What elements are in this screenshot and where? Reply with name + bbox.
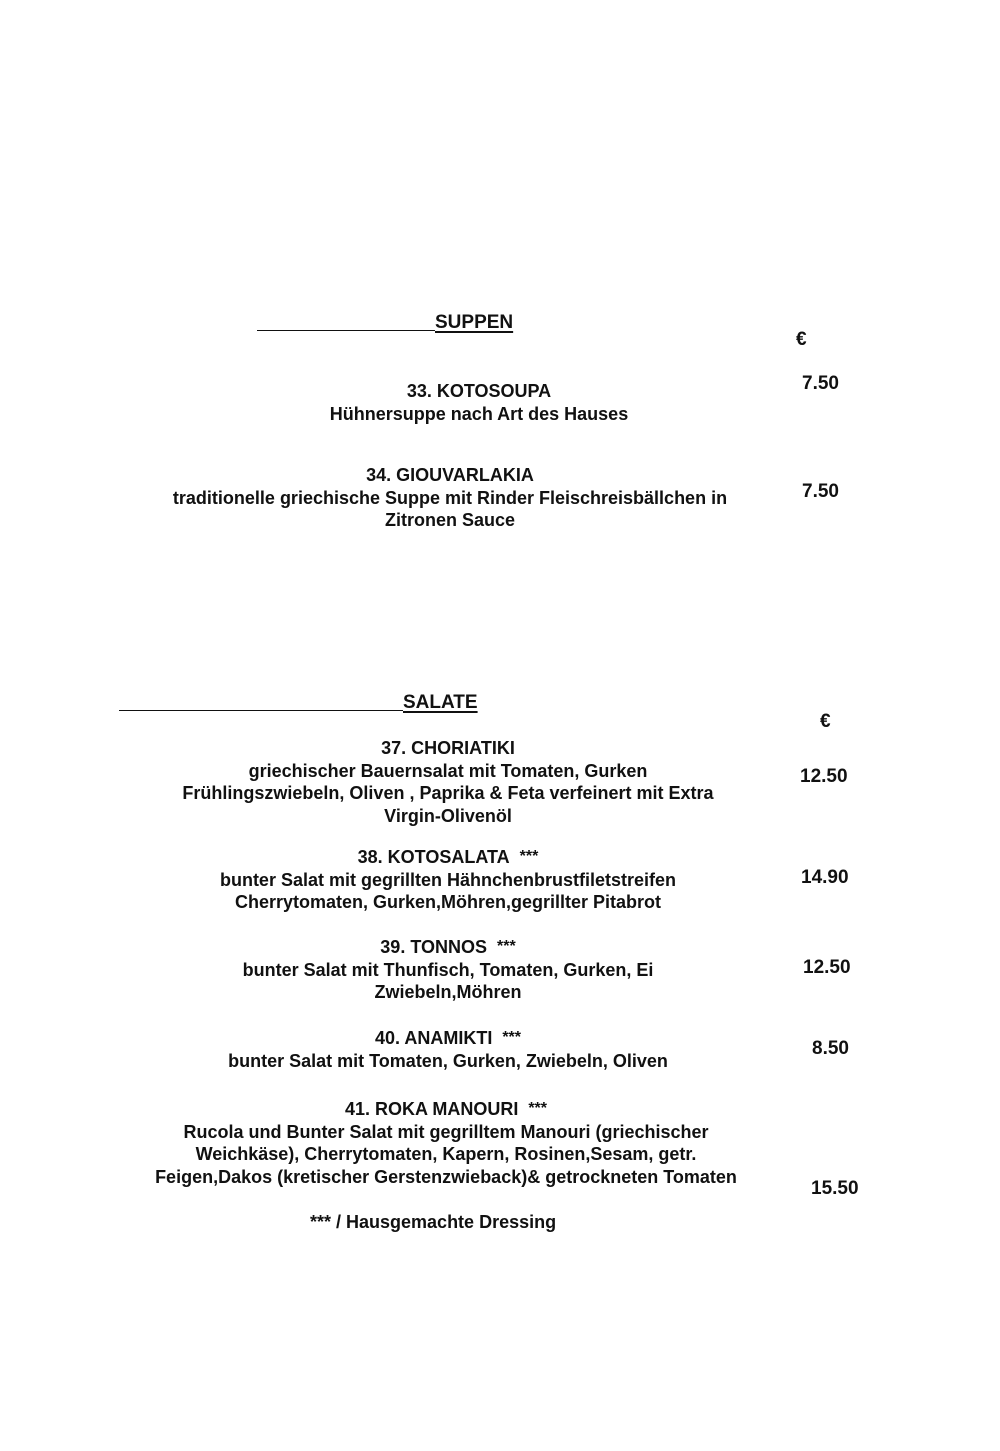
menu-item-description: Hühnersuppe nach Art des Hauses xyxy=(329,403,629,424)
menu-item-description: griechischer Bauernsalat mit Tomaten, Gurken Frühlingszwiebeln, Oliven , Paprika & Feta verfeinert mit Extra Virgin-Olivenöl xyxy=(182,760,714,826)
menu-item-description: bunter Salat mit gegrillten Hähnchenbrustfiletstreifen Cherrytomaten, Gurken,Möhren,gegrillter Pitabrot xyxy=(219,869,677,912)
menu-item-kotosoupa xyxy=(179,380,779,425)
menu-item-kotosalata xyxy=(148,846,748,914)
menu-item-name: 38. KOTOSALATA *** xyxy=(357,847,539,867)
menu-item-anamikti xyxy=(148,1027,748,1072)
menu-item-giouvarlakia xyxy=(150,464,750,532)
menu-item-name: 40. ANAMIKTI *** xyxy=(374,1028,522,1048)
menu-item-name: 33. KOTOSOUPA xyxy=(406,381,552,401)
menu-item-choriatiki xyxy=(148,737,748,827)
suppen-heading-rule xyxy=(257,330,435,331)
menu-item-tonnos xyxy=(148,936,748,1004)
menu-item-roka-manouri xyxy=(146,1098,746,1188)
menu-item-price: 12.50 xyxy=(803,957,851,978)
menu-item-description: Rucola und Bunter Salat mit gegrilltem Manouri (griechischer Weichkäse), Cherrytomaten, Kapern, Rosinen,Sesam, getr. Feigen,Dakos (kretischer Gerstenzwieback)& getrockneten Tomaten xyxy=(155,1121,737,1187)
menu-item-name: 41. ROKA MANOURI *** xyxy=(344,1099,548,1119)
menu-item-price: 14.90 xyxy=(801,867,849,888)
menu-item-price: 12.50 xyxy=(800,766,848,787)
menu-item-name: 37. CHORIATIKI xyxy=(381,738,515,758)
menu-item-price: 15.50 xyxy=(811,1178,859,1199)
menu-item-price: 7.50 xyxy=(802,373,839,394)
dressing-footnote: *** / Hausgemachte Dressing xyxy=(310,1212,557,1232)
salate-currency-label: € xyxy=(820,711,831,732)
section-title-suppen: SUPPEN xyxy=(435,312,514,333)
menu-item-name: 39. TONNOS *** xyxy=(380,937,516,957)
menu-item-price: 8.50 xyxy=(812,1038,849,1059)
suppen-currency-label: € xyxy=(796,329,807,350)
salate-heading-rule xyxy=(119,710,403,711)
menu-item-description: bunter Salat mit Tomaten, Gurken, Zwiebeln, Oliven xyxy=(228,1050,668,1071)
menu-item-price: 7.50 xyxy=(802,481,839,502)
menu-item-name: 34. GIOUVARLAKIA xyxy=(366,465,534,485)
menu-item-description: traditionelle griechische Suppe mit Rinder Fleischreisbällchen in Zitronen Sauce xyxy=(172,487,728,530)
menu-item-description: bunter Salat mit Thunfisch, Tomaten, Gurken, Ei Zwiebeln,Möhren xyxy=(242,959,654,1002)
section-title-salate: SALATE xyxy=(403,692,478,713)
